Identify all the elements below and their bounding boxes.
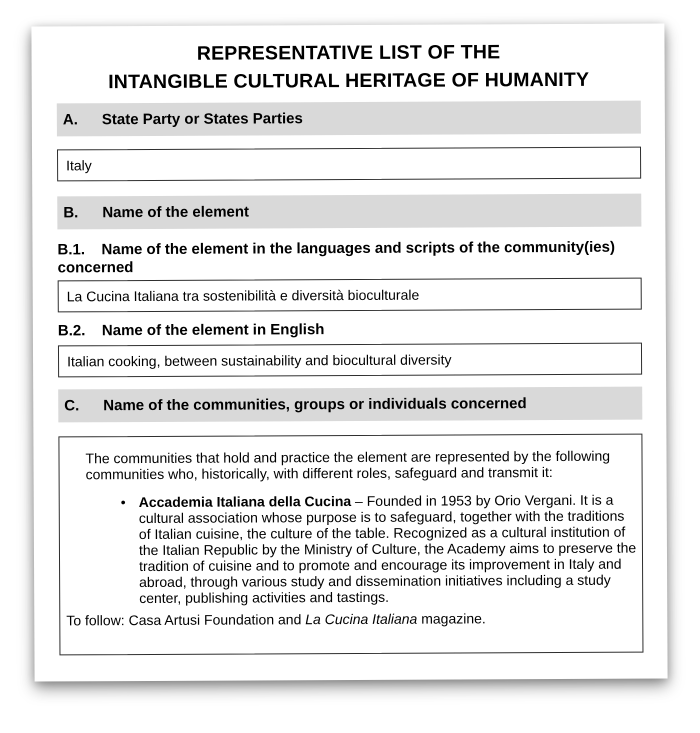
community-description-text: – Founded in 1953 by Orio Vergani. It is a cultural association whose purpose is to safeguard, together with the traditions of Italian cuisine, the culture of the table. Recognized as a cultural institution of the Italian Republic by the Ministry of Culture, the Academy aims to preserve the tradition of cuisine and to promote and encourage its improvement in Italy and abroad, through various study and dissemination initiatives including a study center, publishing activities and tastings. (138, 491, 637, 607)
follow-note-magazine-title: La Cucina Italiana (305, 610, 418, 628)
community-name: Accademia Italiana della Cucina (138, 492, 352, 511)
communities-follow-note (66, 610, 638, 629)
section-b2-heading (58, 320, 642, 341)
document-title-line2: INTANGIBLE CULTURAL HERITAGE OF HUMANITY (108, 68, 590, 94)
section-c-header (58, 387, 642, 423)
section-b1-heading (57, 239, 641, 278)
section-b2-number: B.2. (57, 322, 86, 340)
state-party-field[interactable] (57, 147, 641, 182)
follow-note-prefix: To follow: Casa Artusi Foundation and (66, 611, 306, 629)
community-description (139, 492, 639, 606)
section-a-number: A. (62, 111, 78, 129)
element-name-original-field[interactable] (58, 278, 642, 313)
element-name-english-field[interactable] (58, 343, 642, 378)
communities-response-box[interactable] (58, 434, 643, 656)
list-item (66, 492, 639, 607)
document-title (56, 38, 640, 97)
section-b1-number: B.1. (57, 241, 86, 259)
section-b1-label: Name of the element in the languages and scripts of the community(ies) concerned (57, 238, 615, 277)
section-c-number: C. (64, 397, 80, 415)
section-b-label: Name of the element (102, 203, 250, 222)
section-b-number: B. (63, 204, 79, 222)
communities-list (66, 492, 639, 607)
follow-note-suffix: magazine. (417, 610, 486, 627)
element-name-original-value: La Cucina Italiana tra sostenibilità e diversità bioculturale (66, 286, 420, 305)
section-a-label: State Party or States Parties (101, 110, 303, 129)
section-c-label: Name of the communities, groups or individuals concerned (103, 395, 527, 415)
document-page (31, 23, 667, 681)
section-b-header (57, 194, 641, 230)
communities-intro: The communities that hold and practice the element are represented by the following communities who, historically, with different roles, safeguard and transmit it: (85, 447, 611, 483)
section-a-header (57, 101, 641, 137)
section-b2-label: Name of the element in English (101, 321, 325, 340)
bullet-icon: • (120, 494, 126, 511)
element-name-english-value: Italian cooking, between sustainability and biocultural diversity (67, 351, 452, 370)
document-title-line1: REPRESENTATIVE LIST OF THE (196, 41, 501, 65)
state-party-value: Italy (66, 157, 92, 174)
